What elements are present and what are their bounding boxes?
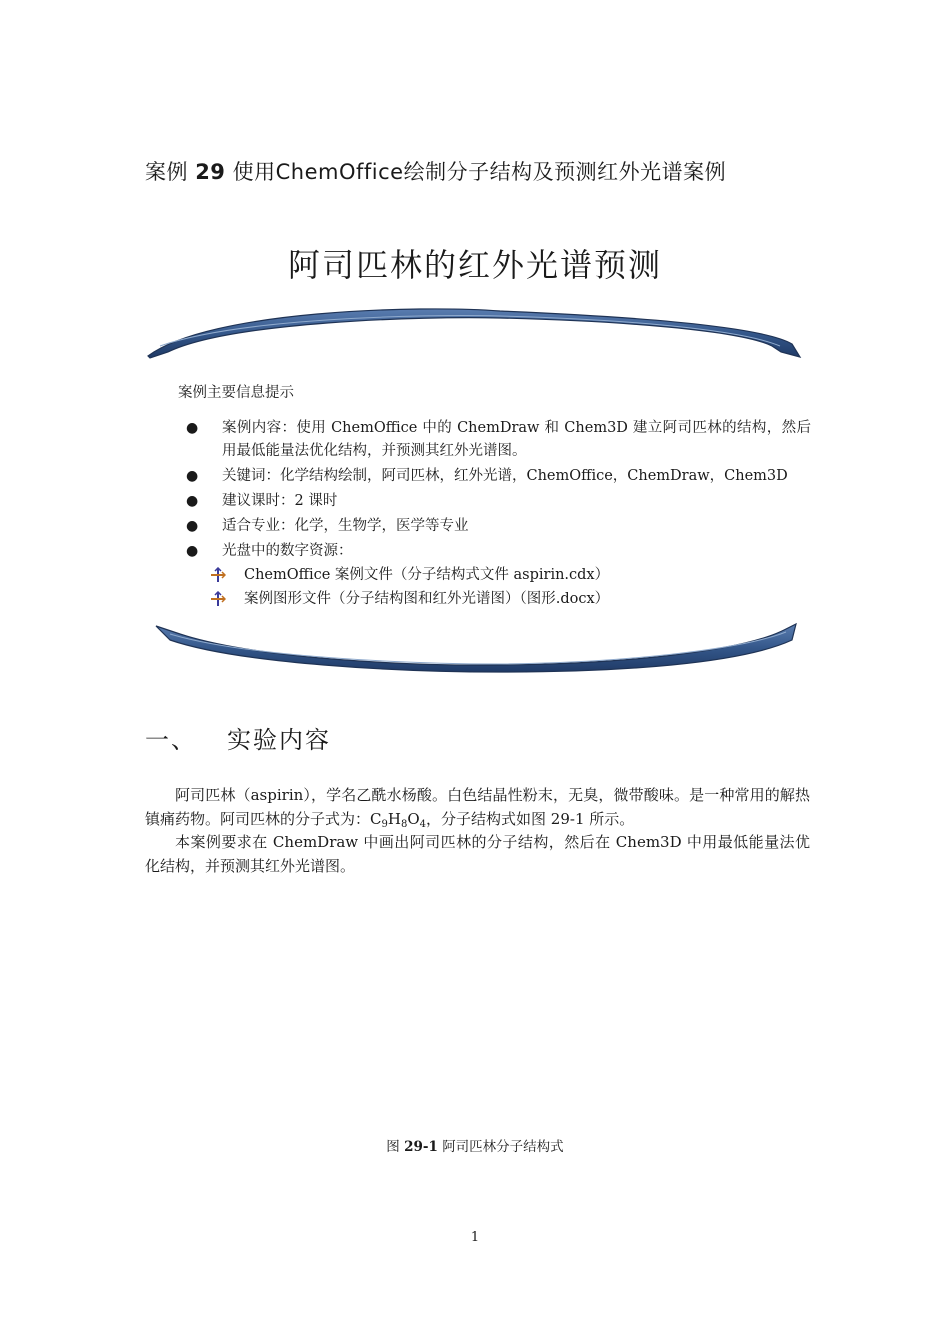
figure-caption: 图 29-1 阿司匹林分子结构式	[386, 1139, 564, 1155]
paragraph: 阿司匹林（aspirin），学名乙酰水杨酸。白色结晶性粉末，无臭，微带酸味。是一种常用的解热镇痛药物。阿司匹林的分子式为：$C_9H_8O_4$，分子结构式如图 29-1 所示。	[145, 786, 810, 830]
bullet-dot-icon: ●	[186, 420, 199, 436]
page-number: 1	[470, 1230, 480, 1245]
ribbon-banner-top	[148, 309, 800, 358]
section-number: 一、	[145, 726, 197, 754]
arrow-bullet-icon	[210, 566, 244, 584]
list-item: ● 适合专业：化学，生物学，医学等专业	[186, 515, 811, 538]
bullet-dot-icon: ●	[186, 468, 199, 484]
sub-list-item: 案例图形文件（分子结构图和红外光谱图）（图形.docx）	[210, 587, 811, 611]
paragraph: 本案例要求在 ChemDraw 中画出阿司匹林的分子结构，然后在 Chem3D 中用最低能量法优化结构，并预测其红外光谱图。	[145, 833, 810, 875]
list-item: ● 案例内容：使用 ChemOffice 中的 ChemDraw 和 Chem3D 建立阿司匹林的结构，然后用最低能量法优化结构，并预测其红外光谱图。	[186, 417, 811, 463]
info-box-list	[186, 417, 811, 611]
list-item: ● 光盘中的数字资源：	[186, 540, 811, 563]
section-heading	[145, 720, 331, 755]
list-item: ● 建议课时：2 课时	[186, 490, 811, 513]
bullet-dot-icon: ●	[186, 518, 199, 534]
sub-list-item: ChemOffice 案例文件（分子结构式文件 aspirin.cdx）	[210, 563, 811, 587]
case-prefix: 案例	[145, 160, 188, 184]
list-item: ● 关键词：化学结构绘制，阿司匹林，红外光谱，ChemOffice，ChemDraw，Chem3D	[186, 465, 811, 488]
case-title: 使用ChemOffice绘制分子结构及预测红外光谱案例	[232, 160, 727, 184]
bullet-dot-icon: ●	[186, 493, 199, 509]
body-text	[145, 784, 810, 878]
info-box-title: 案例主要信息提示	[178, 385, 294, 401]
case-number: 29	[195, 160, 226, 184]
ribbon-banner-bottom	[156, 624, 796, 672]
bullet-dot-icon: ●	[186, 543, 199, 559]
section-title: 实验内容	[227, 726, 331, 754]
arrow-bullet-icon	[210, 590, 244, 608]
main-title: 阿司匹林的红外光谱预测	[287, 246, 662, 284]
